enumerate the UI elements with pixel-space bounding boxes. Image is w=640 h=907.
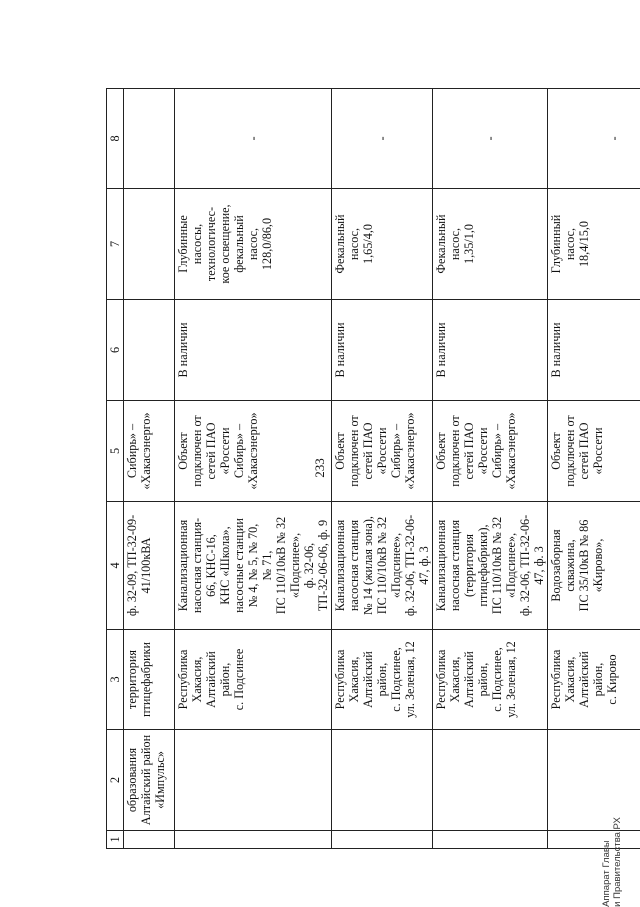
cell-facility: Канализационная насосная станция № 14 (жилая зона), ПС 110/10кВ № 32 «Подсинее», ф. 32-06, ТП-32-06- 47, ф. 3 <box>332 502 433 630</box>
cell-availability <box>124 300 175 401</box>
table-row <box>433 89 548 849</box>
column-number: 8 <box>107 89 124 189</box>
rotated-table-wrapper <box>106 89 631 849</box>
cell-note: - <box>548 89 640 189</box>
cell-address: Республика Хакасия, Алтайский район, с. Подсинее, ул. Зеленая, 12 <box>433 630 548 730</box>
cell-equipment: Глубинные насосы, технологичес- кое освещение, фекальный насос, 128,0/86,0 <box>175 189 332 300</box>
cell-number <box>332 831 433 849</box>
cell-equipment <box>124 189 175 300</box>
cell-address: Республика Хакасия, Алтайский район, с. Кирово <box>548 630 640 730</box>
cell-facility: ф. 32-09, ТП-32-09- 41/100кВА <box>124 502 175 630</box>
cell-equipment: Фекальный насос, 1,35/1,0 <box>433 189 548 300</box>
cell-note: - <box>175 89 332 189</box>
cell-number <box>433 831 548 849</box>
cell-availability: В наличии <box>433 300 548 401</box>
cell-availability: В наличии <box>332 300 433 401</box>
cell-address: территория птицефабрики <box>124 630 175 730</box>
cell-organization <box>433 730 548 831</box>
cell-availability: В наличии <box>175 300 332 401</box>
column-number: 2 <box>107 730 124 831</box>
cell-connection: Объект подключен от сетей ПАО «Россети Сибирь» – «Хакасэнерго» <box>332 401 433 502</box>
cell-equipment: Фекальный насос, 1,65/4,0 <box>332 189 433 300</box>
cell-note: - <box>332 89 433 189</box>
cell-number <box>548 831 640 849</box>
cell-facility: Канализационная насосная станция- 66, КНС-16, КНС «Школа», насосные станции № 4, № 5, № 70, № 71, ПС 110/10кВ № 32 «Подсинее», ф. 32-06, ТП-32-06-06, ф. 9 <box>175 502 332 630</box>
cell-organization <box>332 730 433 831</box>
cell-availability: В наличии <box>548 300 640 401</box>
column-number: 5 <box>107 401 124 502</box>
table-row <box>124 89 175 849</box>
cell-number <box>124 831 175 849</box>
cell-note <box>124 89 175 189</box>
cell-address: Республика Хакасия, Алтайский район, с. Подсинее, ул. Зеленая, 12 <box>332 630 433 730</box>
cell-organization: образования Алтайский район «Импульс» <box>124 730 175 831</box>
cell-note: - <box>433 89 548 189</box>
column-number-row <box>107 89 124 849</box>
column-number: 3 <box>107 630 124 730</box>
table-row <box>548 89 640 849</box>
facilities-table <box>106 88 640 849</box>
stamp-line: и Правительства РХ <box>612 817 623 907</box>
office-stamp <box>601 817 623 907</box>
table-row <box>332 89 433 849</box>
column-number: 1 <box>107 831 124 849</box>
cell-connection: Объект подключен от сетей ПАО «Россети Сибирь» – «Хакасэнерго» <box>175 401 332 502</box>
stamp-line: Аппарат Главы <box>601 817 612 907</box>
column-number: 7 <box>107 189 124 300</box>
cell-organization <box>548 730 640 831</box>
cell-facility: Канализационная насосная станция (территория птицефабрики), ПС 110/10кВ № 32 «Подсинее», ф. 32-06, ТП-32-06- 47, ф. 3 <box>433 502 548 630</box>
cell-connection: Сибирь» – «Хакасэнерго» <box>124 401 175 502</box>
cell-number <box>175 831 332 849</box>
cell-address: Республика Хакасия, Алтайский район, с. Подсинее <box>175 630 332 730</box>
cell-connection: Объект подключен от сетей ПАО «Россети Сибирь» – «Хакасэнерго» <box>433 401 548 502</box>
cell-equipment: Глубинный насос, 18,4/15,0 <box>548 189 640 300</box>
cell-facility: Водозаборная скважина, ПС 35/10кВ № 86 «Кирово», <box>548 502 640 630</box>
table-row <box>175 89 332 849</box>
page-number: 233 <box>312 458 328 478</box>
cell-connection: Объект подключен от сетей ПАО «Россети <box>548 401 640 502</box>
cell-organization <box>175 730 332 831</box>
column-number: 6 <box>107 300 124 401</box>
column-number: 4 <box>107 502 124 630</box>
